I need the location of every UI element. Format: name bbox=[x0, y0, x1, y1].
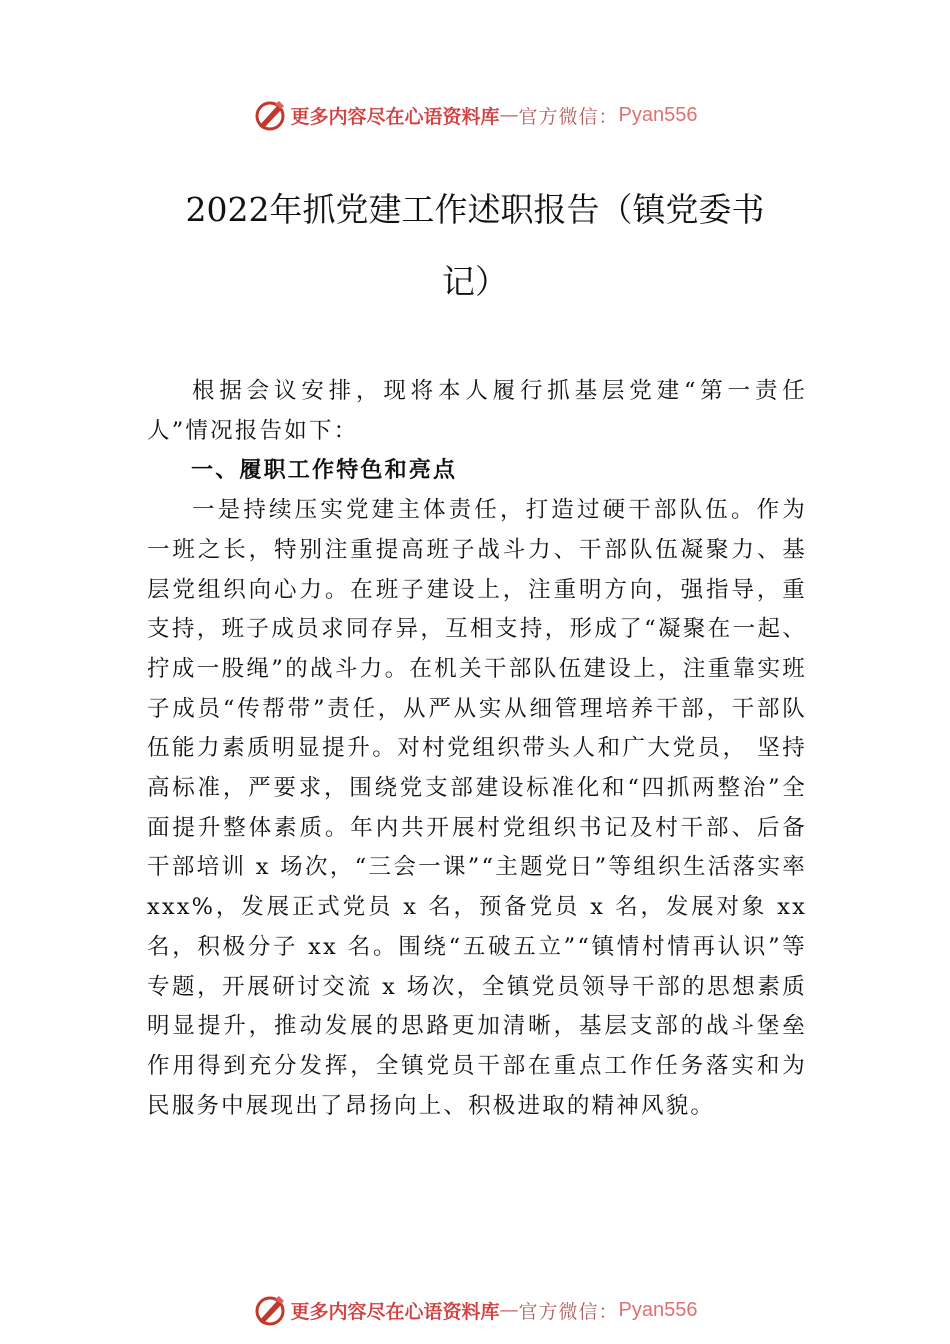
banner-label: 官方微信： bbox=[518, 105, 619, 128]
banner-dash: — bbox=[499, 104, 519, 126]
logo-icon bbox=[253, 1293, 287, 1327]
document-body bbox=[147, 372, 807, 1126]
header-banner bbox=[0, 95, 950, 135]
intro-paragraph: 根据会议安排，现将本人履行抓基层党建“第一责任人”情况报告如下： bbox=[147, 378, 807, 444]
banner-label: 官方微信： bbox=[518, 1300, 619, 1323]
banner-wechat-id: Pyan556 bbox=[618, 103, 698, 126]
document-title: 2022年抓党建工作述职报告（镇党委书 bbox=[185, 190, 765, 229]
banner-wechat-id: Pyan556 bbox=[618, 1298, 698, 1321]
footer-banner bbox=[0, 1290, 950, 1330]
document-title-line2: 记） bbox=[442, 262, 508, 301]
logo-icon bbox=[253, 98, 287, 132]
banner-slogan: 更多内容尽在心语资料库 bbox=[290, 1300, 500, 1323]
section-heading: 一、履职工作特色和亮点 bbox=[191, 458, 458, 484]
section-paragraph: 一是持续压实党建主体责任，打造过硬干部队伍。作为一班之长，特别注重提高班子战斗力、干部队伍凝聚力、基层党组织向心力。在班子建设上，注重明方向，强指导，重支持，班子成员求同存异，互相支持，形成了“凝聚在一起、拧成一股绳”的战斗力。在机关干部队伍建设上，注重靠实班子成员“传帮带”责任，从严从实从细管理培养干部，干部队伍能力素质明显提升。对村党组织带头人和广大党员， 坚持高标准，严要求，围绕党支部建设标准化和“四抓两整治”全面提升整体素质。年内共开展村党组织书记及村干部、后备干部培训 x 场次，“三会一课”“主题党日”等组织生活落实率 xxx%，发展正式党员 x 名，预备党员 x 名，发展对象 xx 名，积极分子 xx 名。围绕“五破五立”“镇情村情再认识”等专题，开展研讨交流 x 场次，全镇党员领导干部的思想素质明显提升，推动发展的思路更加清晰，基层支部的战斗堡垒作用得到充分发挥，全镇党员干部在重点工作任务落实和为民服务中展现出了昂扬向上、积极进取的精神风貌。 bbox=[147, 497, 807, 1119]
banner-dash: — bbox=[499, 1299, 519, 1321]
banner-slogan: 更多内容尽在心语资料库 bbox=[290, 105, 500, 128]
